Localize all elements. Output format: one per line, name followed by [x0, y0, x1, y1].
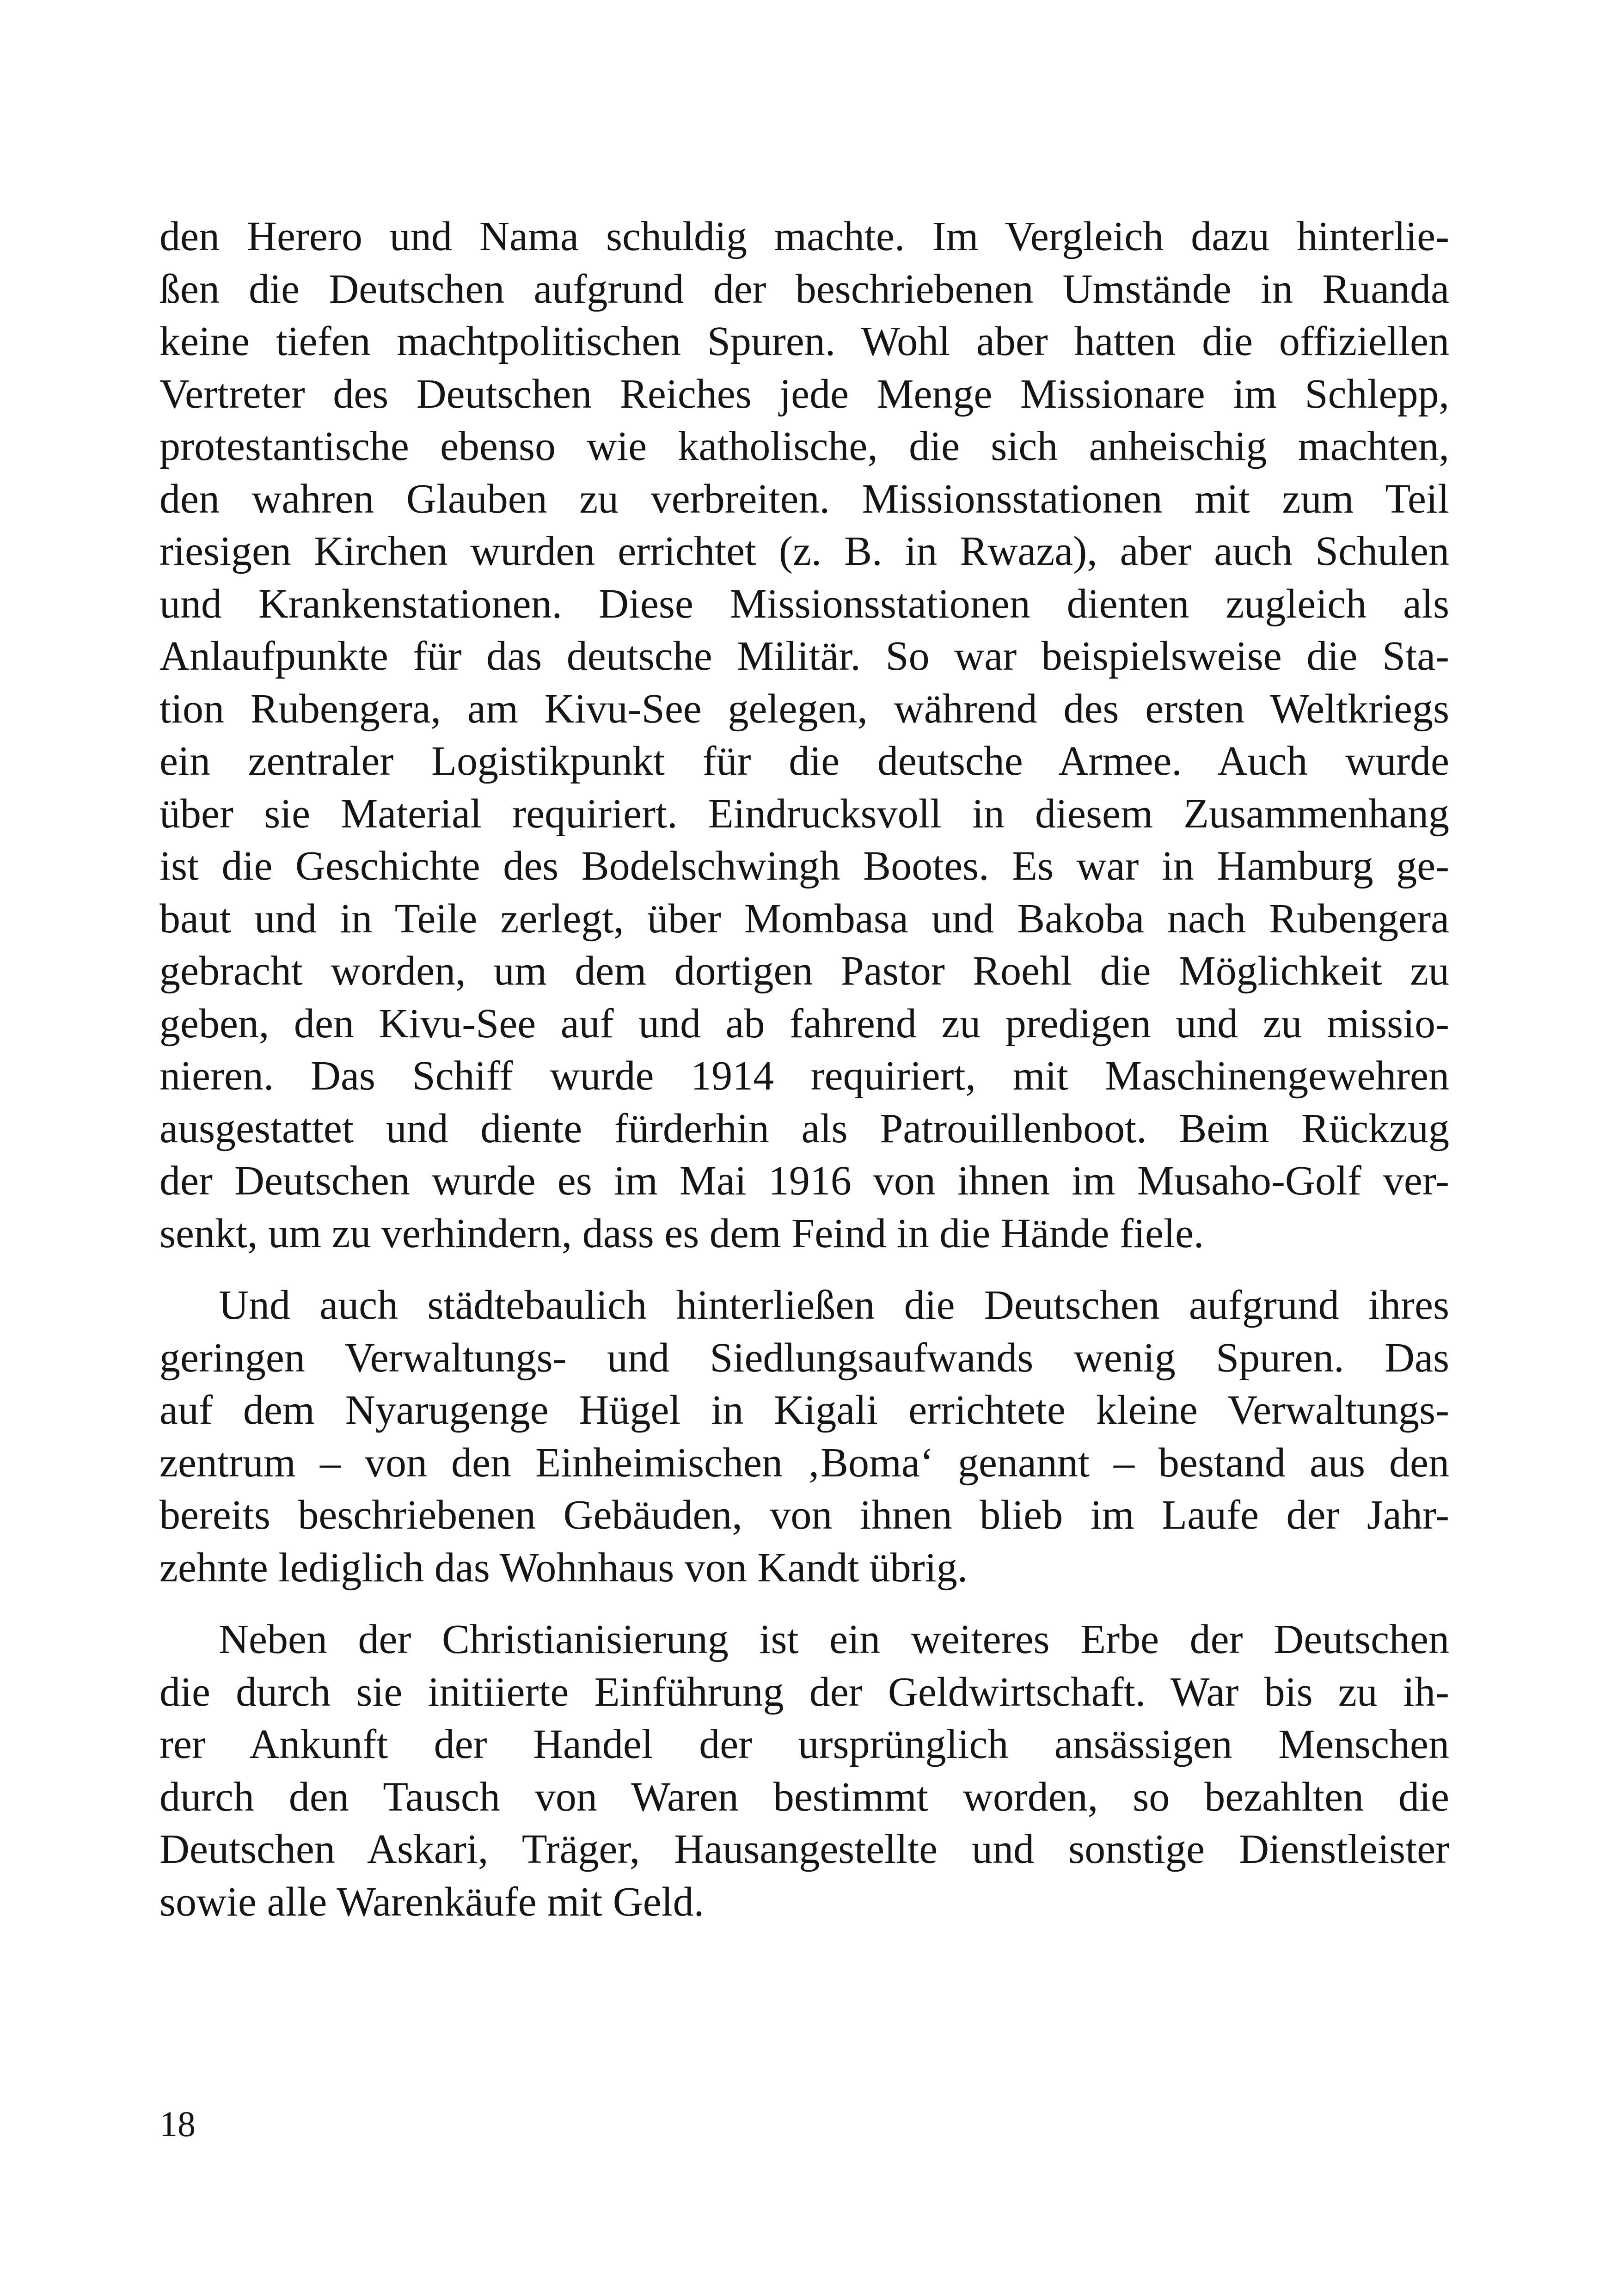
paragraph [159, 1279, 1449, 1594]
page-number: 18 [159, 2104, 196, 2144]
paragraph-gap [159, 1260, 1449, 1279]
text-line: bereits beschriebenen Gebäuden, von ihnen blieb im Laufe der Jahr- [159, 1492, 1449, 1538]
text-line: baut und in Teile zerlegt, über Mombasa und Bakoba nach Rubengera [159, 895, 1449, 942]
text-line: über sie Material requiriert. Eindrucksvoll in diesem Zusammenhang [159, 790, 1449, 837]
text-line: den wahren Glauben zu verbreiten. Missionsstationen mit zum Teil [159, 476, 1449, 522]
text-line: der Deutschen wurde es im Mai 1916 von ihnen im Musaho-Golf ver- [159, 1158, 1449, 1204]
text-line: auf dem Nyarugenge Hügel in Kigali errichtete kleine Verwaltungs- [159, 1387, 1449, 1433]
text-line: den Herero und Nama schuldig machte. Im Vergleich dazu hinterlie- [159, 214, 1449, 259]
text-line: tion Rubengera, am Kivu-See gelegen, während des ersten Weltkriegs [159, 686, 1449, 732]
text-line: rer Ankunft der Handel der ursprünglich ansässigen Menschen [159, 1721, 1449, 1767]
paragraph-gap [159, 1594, 1449, 1613]
text-line: Deutschen Askari, Träger, Hausangestellte und sonstige Dienstleister [159, 1826, 1449, 1872]
text-line: die durch sie initiierte Einführung der Geldwirtschaft. War bis zu ih- [159, 1669, 1449, 1715]
text-line: Neben der Christianisierung ist ein weiteres Erbe der Deutschen [219, 1616, 1449, 1662]
text-line: Anlaufpunkte für das deutsche Militär. So war beispielsweise die Sta- [159, 633, 1449, 679]
text-line: senkt, um zu verhindern, dass es dem Feind in die Hände fiele. [159, 1210, 1204, 1256]
text-line: Vertreter des Deutschen Reiches jede Menge Missionare im Schlepp, [159, 371, 1449, 417]
text-line: Und auch städtebaulich hinterließen die Deutschen aufgrund ihres [219, 1282, 1449, 1328]
text-line: zehnte lediglich das Wohnhaus von Kandt übrig. [159, 1544, 968, 1591]
paragraph [159, 210, 1449, 1260]
text-line: nieren. Das Schiff wurde 1914 requiriert, mit Maschinengewehren [159, 1053, 1449, 1099]
text-line: ein zentraler Logistikpunkt für die deutsche Armee. Auch wurde [159, 738, 1449, 784]
text-line: sowie alle Warenkäufe mit Geld. [159, 1879, 705, 1925]
text-line: gebracht worden, um dem dortigen Pastor Roehl die Möglichkeit zu [159, 948, 1449, 994]
text-line: geben, den Kivu-See auf und ab fahrend zu predigen und zu missio- [159, 1000, 1449, 1047]
text-line: ist die Geschichte des Bodelschwingh Bootes. Es war in Hamburg ge- [159, 843, 1449, 889]
text-line: protestantische ebenso wie katholische, die sich anheischig machten, [159, 423, 1449, 469]
text-line: und Krankenstationen. Diese Missionsstationen dienten zugleich als [159, 581, 1449, 627]
text-line: durch den Tausch von Waren bestimmt worden, so bezahlten die [159, 1774, 1449, 1820]
text-line: riesigen Kirchen wurden errichtet (z. B. in Rwaza), aber auch Schulen [159, 528, 1449, 574]
text-line: ausgestattet und diente fürderhin als Patrouillenboot. Beim Rückzug [159, 1105, 1449, 1151]
text-line: keine tiefen machtpolitischen Spuren. Wohl aber hatten die offiziellen [159, 318, 1449, 364]
text-line: ßen die Deutschen aufgrund der beschriebenen Umstände in Ruanda [159, 266, 1449, 312]
text-line: geringen Verwaltungs- und Siedlungsaufwands wenig Spuren. Das [159, 1335, 1449, 1381]
text-line: zentrum – von den Einheimischen ‚Boma‘ genannt – bestand aus den [159, 1439, 1449, 1486]
body-text [159, 210, 1449, 1928]
paragraph [159, 1613, 1449, 1928]
